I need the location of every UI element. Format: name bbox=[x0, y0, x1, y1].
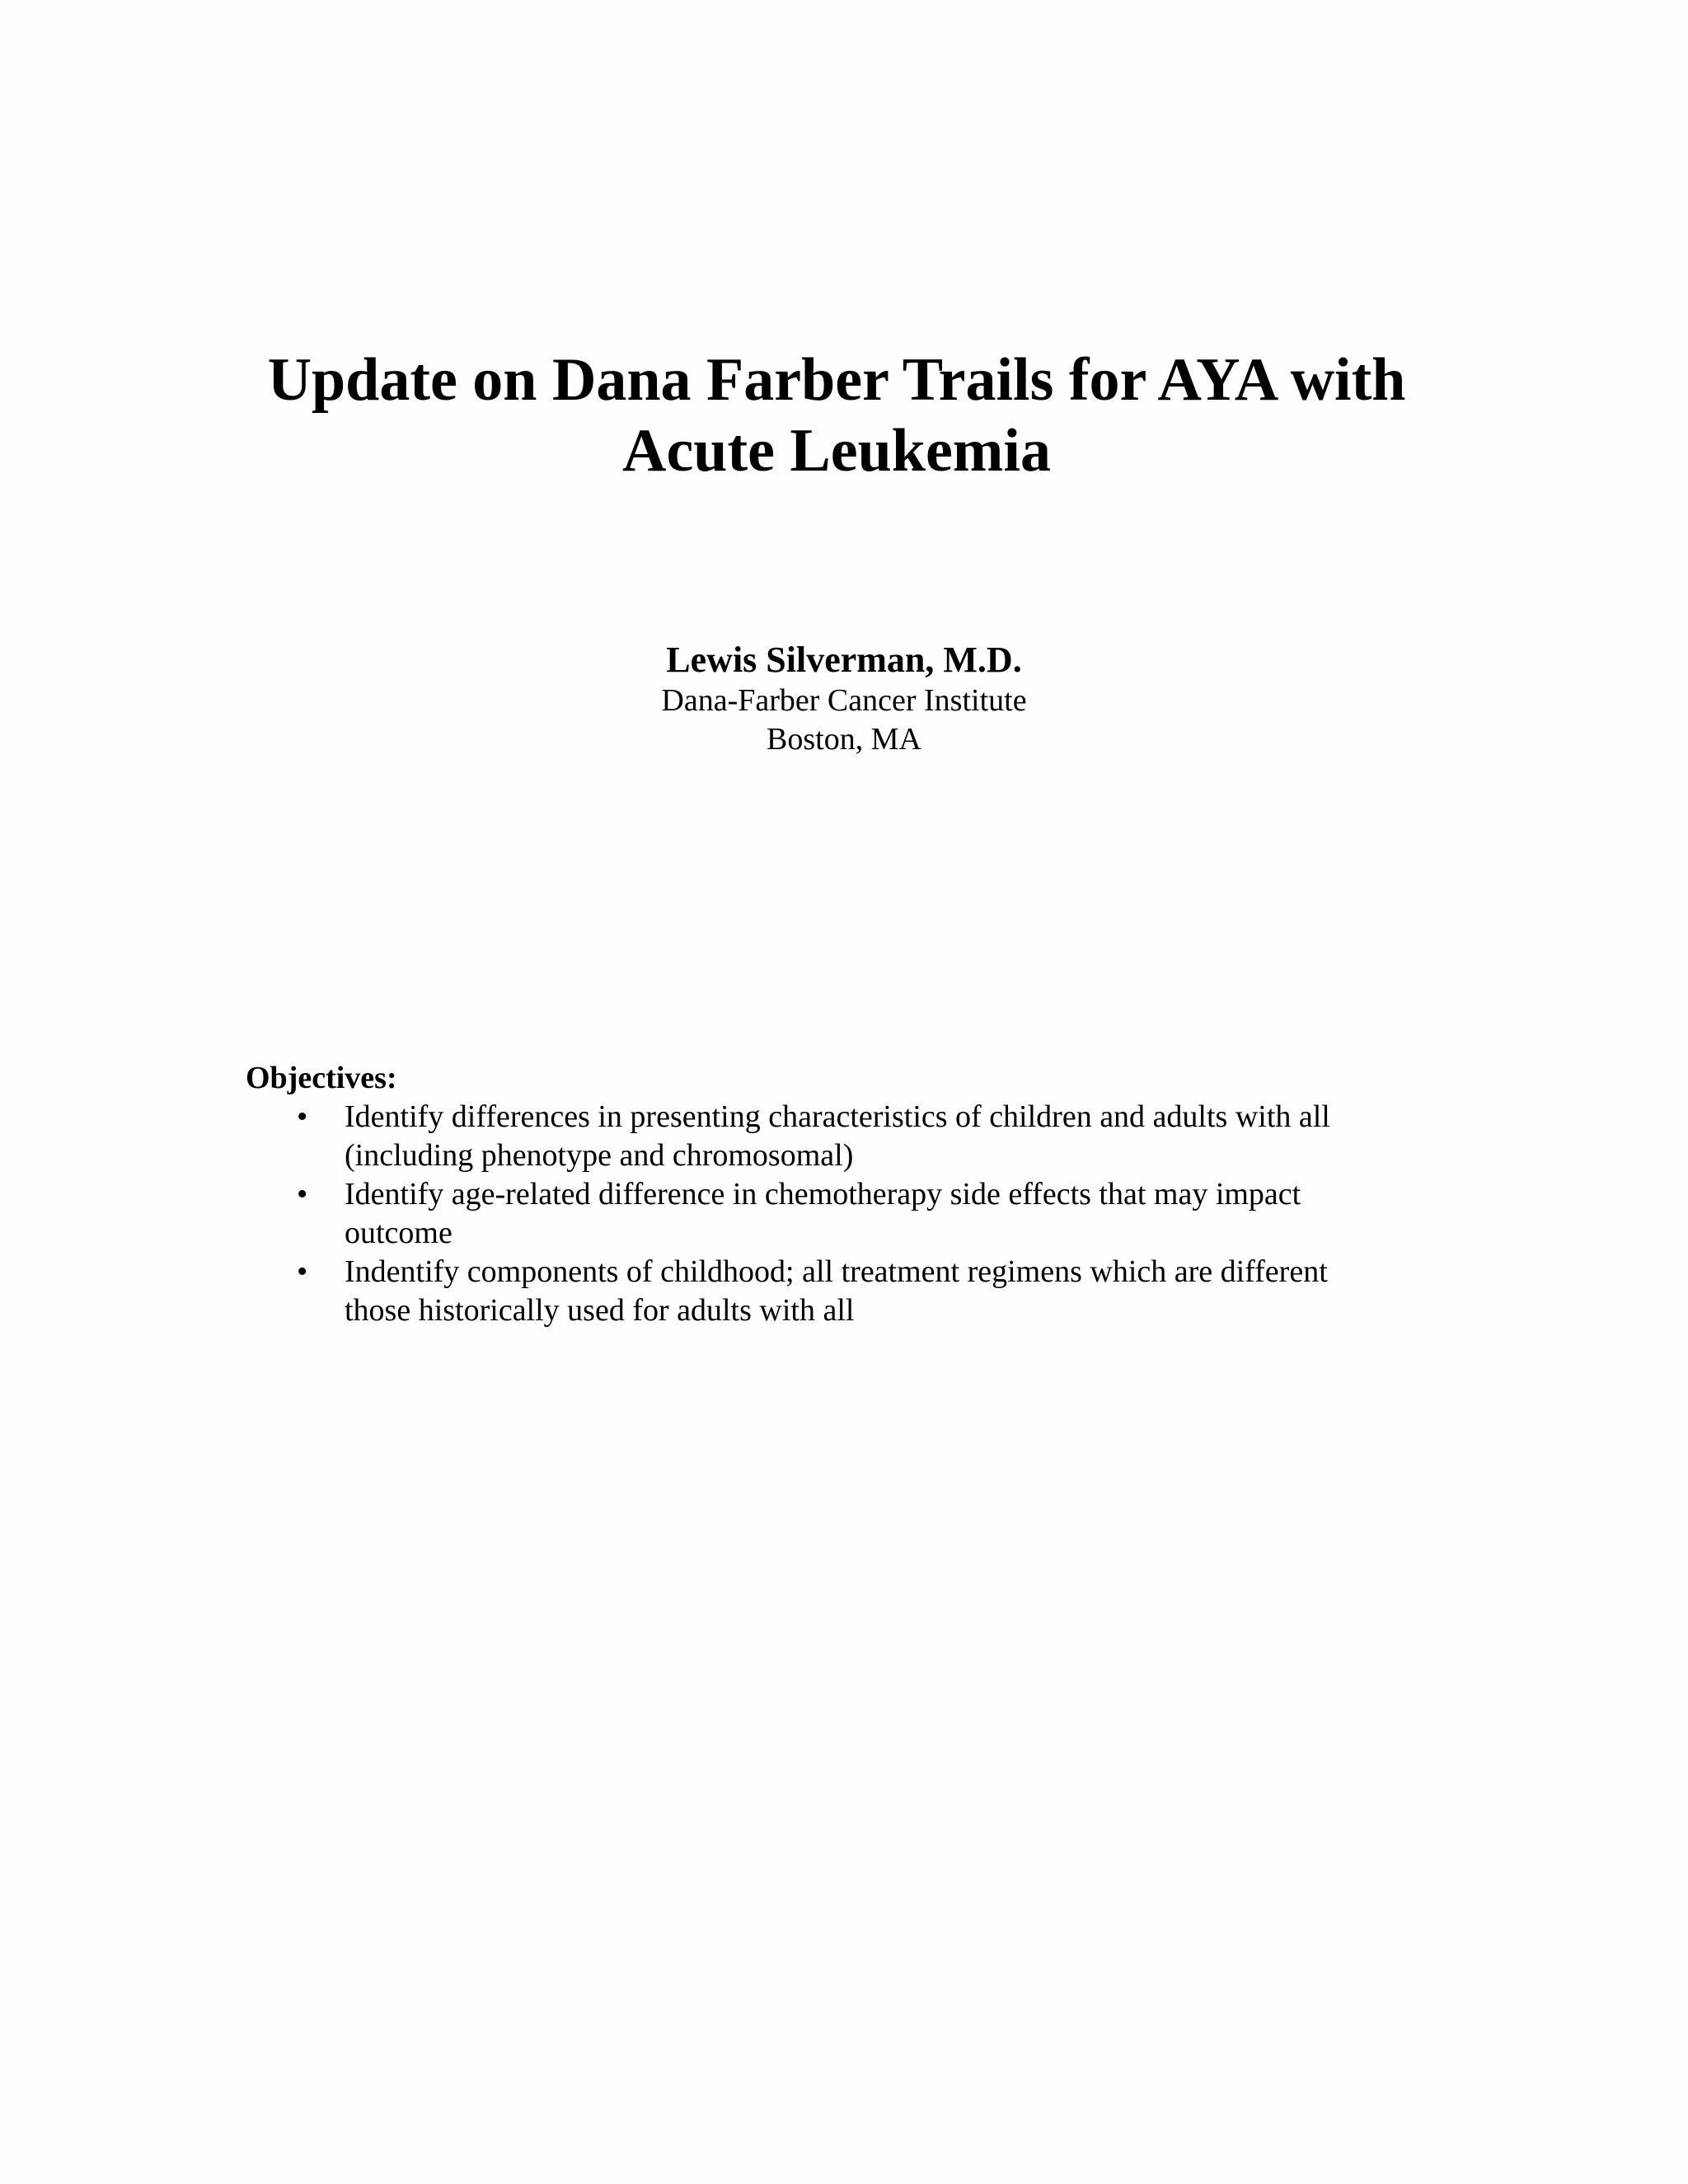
objective-item bbox=[246, 1253, 1400, 1330]
objectives-heading: Objectives: bbox=[246, 1061, 397, 1095]
objective-item bbox=[246, 1098, 1400, 1175]
bullet-icon: • bbox=[297, 1254, 308, 1289]
objective-text: Identify differences in presenting characteristics of children and adults with all (including phenotype and chromosomal) bbox=[345, 1099, 1330, 1173]
bullet-icon: • bbox=[297, 1099, 308, 1134]
author-institution: Dana-Farber Cancer Institute bbox=[661, 683, 1027, 718]
title-line-1: Update on Dana Farber Trails for AYA with bbox=[267, 346, 1406, 414]
objective-text: Indentify components of childhood; all treatment regimens which are different those historically used for adults with all bbox=[345, 1254, 1328, 1328]
objectives-list bbox=[246, 1098, 1441, 1330]
objective-text: Identify age-related difference in chemotherapy side effects that may impact outcome bbox=[345, 1177, 1301, 1250]
author-block bbox=[432, 639, 1256, 759]
bullet-icon: • bbox=[297, 1177, 308, 1212]
objectives-section bbox=[246, 1058, 1441, 1330]
title-line-2: Acute Leukemia bbox=[622, 417, 1051, 485]
document-title bbox=[206, 344, 1467, 486]
author-name: Lewis Silverman, M.D. bbox=[666, 640, 1022, 680]
objective-item bbox=[246, 1175, 1400, 1253]
author-location: Boston, MA bbox=[767, 722, 921, 757]
